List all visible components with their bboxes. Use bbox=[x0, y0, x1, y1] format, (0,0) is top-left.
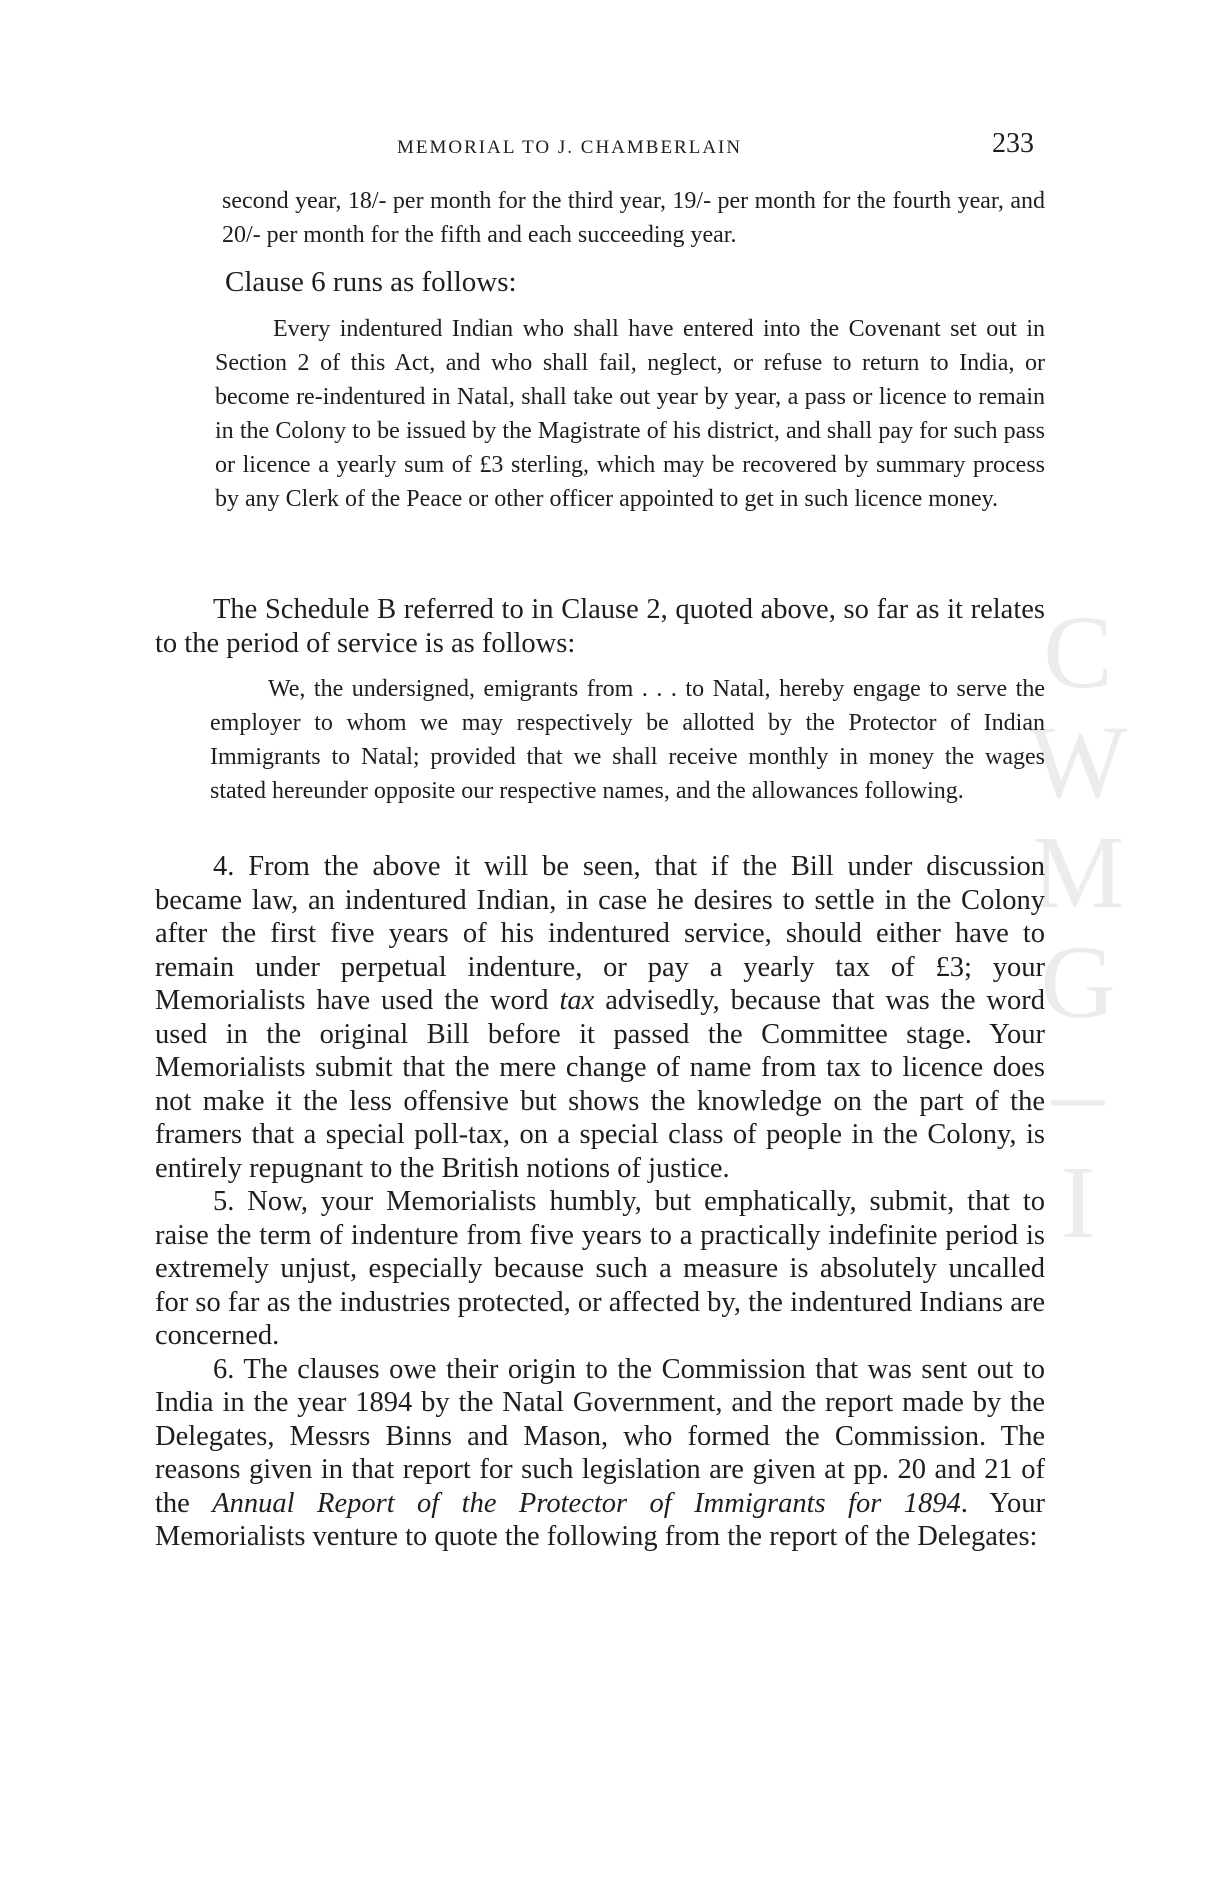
watermark-letter: I bbox=[1060, 1145, 1096, 1260]
page-number: 233 bbox=[992, 128, 1034, 159]
paragraph-6-report-title: Annual Report of the Protector of Immigrants for 1894 bbox=[212, 1487, 961, 1519]
paragraph-5: 5. Now, your Memorialists humbly, but emphatically, submit, that to raise the term of indenture from five years to a practically indefinite period is extremely unjust, especially because such a measure is absolutely uncalled for so far as the industries protected, or affected by, the indentured Indians are concerned. bbox=[155, 1186, 1045, 1351]
clause6-quote: Every indentured Indian who shall have entered into the Covenant set out in Section 2 of this Act, and who shall fail, neglect, or refuse to return to India, or become re-indentured in Natal, shall take out year by year, a pass or licence to remain in the Colony to be issued by the Magistrate of his district, and shall pay for such pass or licence a yearly sum of £3 sterling, which may be recovered by summary process by any Clerk of the Peace or other officer appointed to get in such licence money. bbox=[215, 316, 1045, 512]
continuation-text: second year, 18/- per month for the third year, 19/- per month for the fourth year, and 20/- per month for the fifth and each succeeding year. bbox=[222, 188, 1045, 248]
watermark-letter: C bbox=[1043, 595, 1113, 710]
paragraph-4-tax-word: tax bbox=[559, 985, 595, 1016]
paragraph-4-part1: 4. From the above it will be seen, that if the Bill under discussion became law, an indentured Indian, in case he desires to settle in the Colony after the first five years of his indentured service, should either have to remain under perpetual indenture, or pay a yearly tax of £3; your Memorialists have used the word bbox=[155, 851, 1045, 1016]
watermark-letter: – bbox=[1052, 1035, 1104, 1150]
paragraph-6-part1: 6. The clauses owe their origin to the Commission that was sent out to India in the year 1894 by the Natal Government, and the report made by the Delegates, Messrs Binns and Mason, who formed the Commission. The reasons given in that report for such legislation are given at pp. 20 and 21 of the bbox=[155, 1353, 1045, 1519]
paragraph-4-part2: advisedly, because that was the word used in the original Bill before it passed the Committee stage. Your Memorialists submit that the mere change of name from tax to licence does not make it the less offensive but shows the knowledge on the part of the framers that a special poll-tax, on a special class of people in the Colony, is entirely repugnant to the British notions of justice. bbox=[155, 985, 1045, 1184]
clause6-intro: Clause 6 runs as follows: bbox=[225, 266, 517, 298]
watermark-letter: M bbox=[1031, 815, 1125, 930]
watermark-letter: W bbox=[1028, 705, 1128, 820]
scheduleB-intro-text: The Schedule B referred to in Clause 2, quoted above, so far as it relates to the period of service is as follows: bbox=[155, 594, 1045, 659]
paragraph-6 bbox=[155, 1353, 1045, 1554]
paragraph-4 bbox=[155, 850, 1045, 1185]
body-paragraphs bbox=[155, 850, 1045, 1554]
paragraph-6-part2: . Your Memorialists venture to quote the following from the report of the Delegates: bbox=[155, 1487, 1045, 1552]
watermark-letter: G bbox=[1040, 925, 1116, 1040]
scheduleB-quote: We, the undersigned, emigrants from . . . to Natal, hereby engage to serve the employer to whom we may respectively be allotted by the Protector of Indian Immigrants to Natal; provided that we shall receive monthly in money the wages stated hereunder opposite our respective names, and the allowances following. bbox=[210, 676, 1045, 804]
scheduleB-intro bbox=[155, 593, 1045, 660]
running-head: MEMORIAL TO J. CHAMBERLAIN bbox=[397, 137, 743, 158]
